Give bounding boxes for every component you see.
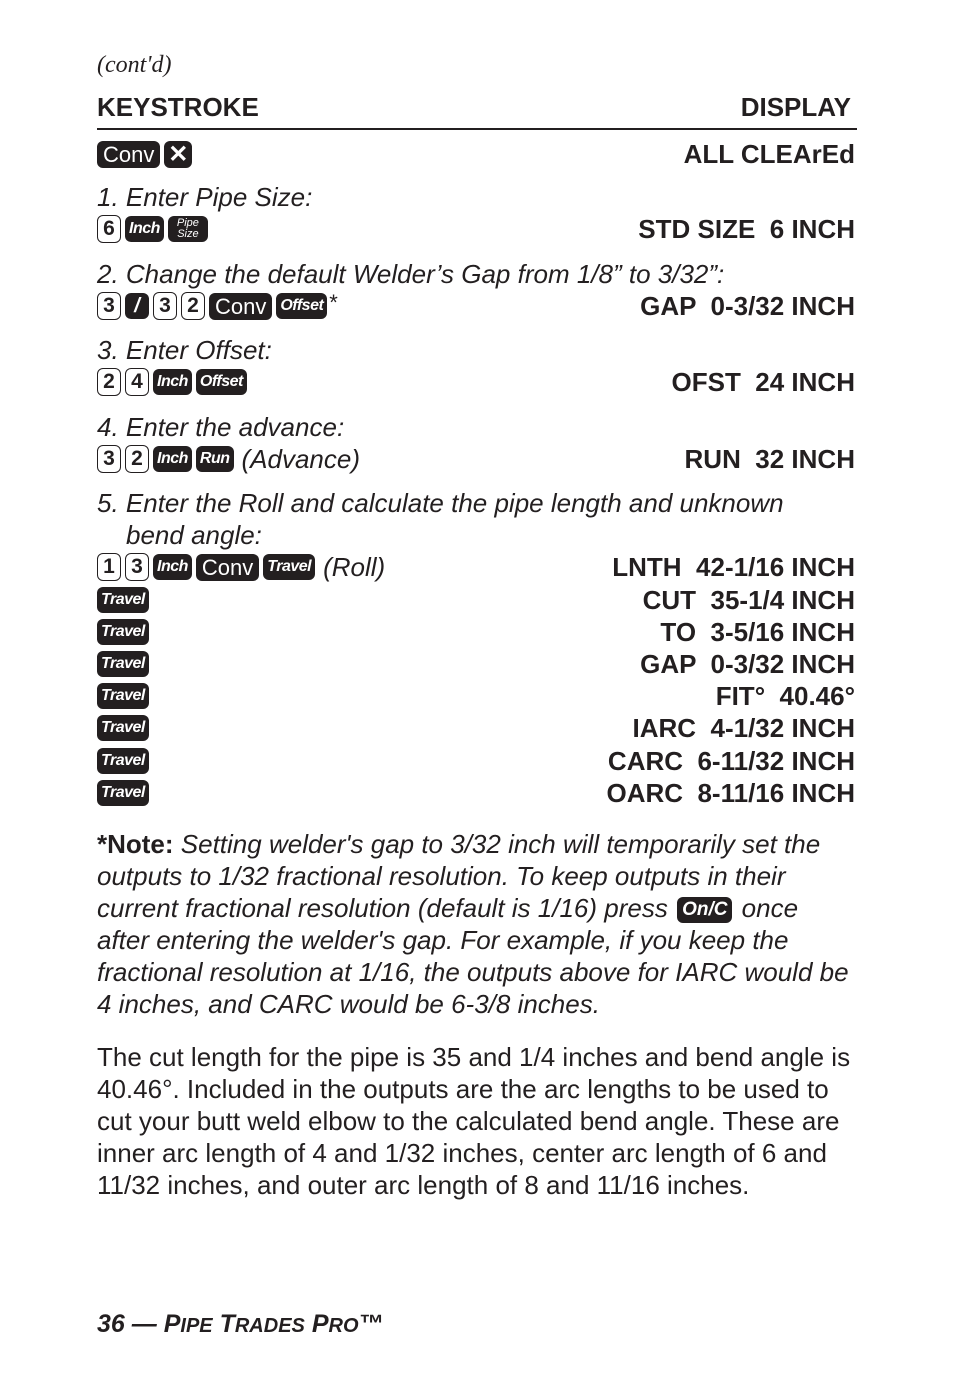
keystroke-sequence	[97, 213, 212, 245]
digit-key[interactable]: 4	[125, 368, 149, 396]
digit-key[interactable]: 3	[97, 445, 121, 473]
display-value: GAP 0-3/32 INCH	[640, 291, 855, 321]
clear-all-key[interactable]: ✕	[164, 141, 192, 168]
display-heading: DISPLAY	[740, 92, 851, 122]
summary-paragraph: The cut length for the pipe is 35 and 1/4 inches and bend angle is 40.46°. Included in the outputs are the arc lengths to be used to cut your butt weld elbow to the calculated bend angle. These are inner arc length of 4 and 1/32 inches, center arc length of 6 and 11/32 inches, and outer arc length of 8 and 11/16 inches.	[97, 1042, 851, 1200]
digit-key[interactable]: 2	[97, 368, 121, 396]
footer-title-part: RO	[328, 1315, 359, 1337]
footer-title-part: P	[163, 1310, 181, 1338]
display-value: STD SIZE 6 INCH	[638, 214, 855, 244]
table-row	[97, 584, 857, 616]
step-instruction: 3. Enter Offset:	[97, 335, 272, 365]
display-value: OFST 24 INCH	[671, 367, 855, 397]
digit-key[interactable]: 3	[125, 553, 149, 581]
display-value: CARC 6-11/32 INCH	[607, 746, 855, 776]
keystroke-sequence	[97, 138, 196, 170]
keystroke-note: (Roll)	[323, 551, 386, 582]
display-value: GAP 0-3/32 INCH	[640, 649, 855, 679]
travel-key[interactable]: Travel	[97, 587, 149, 613]
continued-label: (cont'd)	[97, 52, 172, 78]
keystroke-sequence	[97, 777, 153, 809]
keystroke-sequence	[97, 443, 360, 475]
footnote	[97, 828, 857, 1020]
manual-page	[97, 0, 857, 1389]
pipe-size-label-top: Pipe	[176, 217, 199, 229]
step-instruction-continued: bend angle:	[126, 520, 262, 550]
travel-key[interactable]: Travel	[97, 619, 149, 645]
table-row	[97, 680, 857, 712]
table-row	[97, 777, 857, 809]
display-value: RUN 32 INCH	[684, 444, 855, 474]
table-row	[97, 443, 857, 475]
keystroke-sequence	[97, 648, 153, 680]
keystroke-sequence	[97, 551, 385, 583]
inch-key[interactable]: Inch	[125, 216, 164, 242]
step-instruction: 2. Change the default Welder’s Gap from 1/8” to 3/32”:	[97, 259, 725, 289]
conv-key[interactable]: Conv	[209, 293, 272, 320]
travel-key[interactable]: Travel	[97, 748, 149, 774]
keystroke-sequence	[97, 366, 251, 398]
note-text-part2: once after entering the welder's gap. For example, if you keep the fractional resolution at 1/16, the outputs above for IARC would be 4 inches, and CARC would be 6-3/8 inches.	[97, 893, 849, 1019]
page-footer	[97, 1310, 384, 1339]
digit-key[interactable]: 1	[97, 553, 121, 581]
digit-key[interactable]: 2	[125, 445, 149, 473]
table-header	[97, 92, 857, 130]
trademark-symbol: ™	[358, 1310, 384, 1338]
footer-title-part: RADES	[234, 1315, 305, 1337]
run-key[interactable]: Run	[196, 446, 234, 472]
display-value: OARC 8-11/16 INCH	[606, 778, 855, 808]
conv-key[interactable]: Conv	[196, 554, 259, 581]
conv-key[interactable]: Conv	[97, 141, 160, 168]
keystroke-sequence	[97, 290, 338, 322]
note-text-part1: Setting welder's gap to 3/32 inch will temporarily set the outputs to 1/32 fractional resolution. To keep outputs in their current fractional resolution (default is 1/16) press	[97, 829, 821, 923]
keystroke-heading: KEYSTROKE	[97, 92, 259, 122]
note-label: *Note:	[97, 829, 174, 859]
step-instruction: 5. Enter the Roll and calculate the pipe length and unknown	[97, 488, 784, 518]
fraction-key[interactable]: /	[125, 293, 149, 319]
inch-key[interactable]: Inch	[153, 369, 192, 395]
keystroke-note: (Advance)	[241, 443, 360, 474]
display-value: IARC 4-1/32 INCH	[632, 713, 855, 743]
table-row	[97, 213, 857, 245]
display-value: LNTH 42-1/16 INCH	[612, 552, 855, 582]
travel-key[interactable]: Travel	[97, 651, 149, 677]
footer-title-part: IPE	[180, 1315, 213, 1337]
pipe-size-label-bottom: Size	[177, 228, 199, 240]
display-value: ALL CLEArEd	[683, 139, 855, 169]
table-row	[97, 551, 857, 583]
offset-key[interactable]: Offset	[196, 369, 247, 395]
table-row	[97, 616, 857, 648]
keystroke-sequence	[97, 616, 153, 648]
table-row	[97, 745, 857, 777]
display-value: TO 3-5/16 INCH	[660, 617, 855, 647]
pipe-size-key[interactable]	[168, 216, 208, 242]
footer-title-part: P	[304, 1310, 329, 1338]
keystroke-sequence	[97, 584, 153, 616]
footnote-asterisk: *	[329, 290, 338, 315]
display-value: CUT 35-1/4 INCH	[642, 585, 855, 615]
inch-key[interactable]: Inch	[153, 446, 192, 472]
footer-title-part: T	[212, 1310, 235, 1338]
on-c-key[interactable]: On/C	[677, 897, 732, 923]
digit-key[interactable]: 6	[97, 215, 121, 243]
table-row	[97, 366, 857, 398]
travel-key[interactable]: Travel	[97, 780, 149, 806]
page-number: 36 —	[97, 1310, 164, 1338]
inch-key[interactable]: Inch	[153, 554, 192, 580]
keystroke-sequence	[97, 680, 153, 712]
travel-key[interactable]: Travel	[97, 683, 149, 709]
table-row	[97, 290, 857, 322]
step-instruction: 4. Enter the advance:	[97, 412, 345, 442]
table-row	[97, 712, 857, 744]
travel-key[interactable]: Travel	[97, 715, 149, 741]
travel-key[interactable]: Travel	[263, 554, 315, 580]
offset-key[interactable]: Offset	[276, 293, 327, 319]
keystroke-sequence	[97, 712, 153, 744]
display-value: FIT° 40.46°	[715, 681, 855, 711]
keystroke-sequence	[97, 745, 153, 777]
digit-key[interactable]: 2	[181, 292, 205, 320]
table-row	[97, 138, 857, 170]
table-row	[97, 648, 857, 680]
step-instruction: 1. Enter Pipe Size:	[97, 182, 313, 212]
digit-key[interactable]: 3	[153, 292, 177, 320]
digit-key[interactable]: 3	[97, 292, 121, 320]
